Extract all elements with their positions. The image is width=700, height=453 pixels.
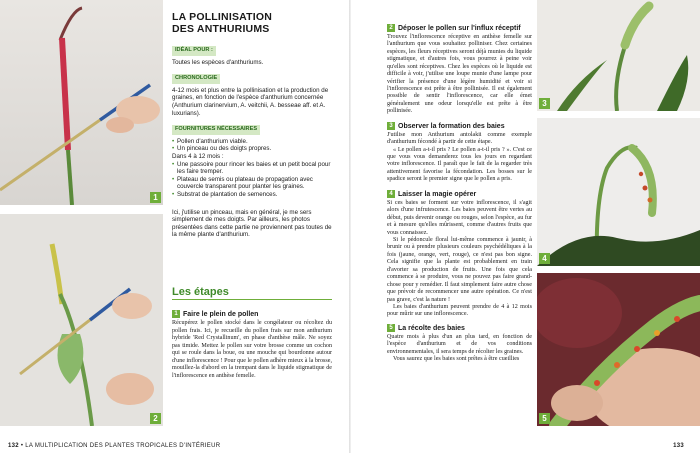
ideal-label: IDÉAL POUR : bbox=[172, 46, 216, 56]
supply-item: • Pollen d'anthurium viable. bbox=[172, 138, 332, 146]
step-4-heading bbox=[387, 190, 532, 199]
step-3-text-2: « Le pollen a-t-il pris ? Le pollen a-t-il pris ? ». C'est ce que vous vous demanderez tous les jours en regardant votre inflorescence. Il paraît que le fait de la regarder très attentivement favorise la fécondation. Les bosses sur le spadice seront le premier signe que le pollen a pris. bbox=[387, 146, 532, 183]
steps-column bbox=[387, 24, 532, 364]
steps-section bbox=[172, 286, 332, 380]
step-3-title: Observer la formation des baies bbox=[398, 122, 505, 130]
step-5-text-1: Quatre mois à plus d'un an plus tard, en fonction de l'espèce d'anthurium et de vos conditions environnementales, il sera temps de récolter les graines. bbox=[387, 333, 532, 355]
step-4-text-2: Si le pédoncule floral lui-même commence à jaunir, à brunir ou à prendre plusieurs couleurs psychédéliques à la fois (jaune, orange, vert, rouge), ce n'est pas bon signe. Cela signifie que la plante est probablement en train d'avorter sa production de fruits. Une fois que cela commence à se produire, vous ne pouvez pas faire grand-chose pour y remédier. Il faut simplement faire autre chose que prévoir de recommencer une autre opération. Ce n'est pas grave, c'est la nature ! bbox=[387, 236, 532, 303]
photo-4-infructescence bbox=[537, 118, 700, 266]
footer-right bbox=[673, 443, 684, 449]
photo-note: Ici, j'utilise un pinceau, mais en général, je me sers simplement de mes doigts. Par ailleurs, les photos présentées dans cette partie ne proviennent pas toutes de la même plante d'anthurium. bbox=[172, 208, 332, 239]
step-4-title: Laisser la magie opérer bbox=[398, 190, 477, 198]
step-2-badge: 2 bbox=[387, 24, 395, 32]
photo-1-number: 1 bbox=[150, 192, 161, 203]
ideal-text: Toutes les espèces d'anthuriums. bbox=[172, 58, 264, 66]
photo-3-berries-forming bbox=[537, 0, 700, 111]
running-footer: • LA MULTIPLICATION DES PLANTES TROPICALES D'INTÉRIEUR bbox=[20, 443, 221, 449]
step-3-heading bbox=[387, 122, 532, 131]
photo-5-berries-in-hand bbox=[537, 273, 700, 426]
step-4-text-1: Si ces baies se forment sur votre inflorescence, il s'agit alors d'une infrutescence. Les baies peuvent être vertes au début, puis devenir orange ou rouges, selon l'espèce, au fur et à mesure qu'elles mûrissent, comme d'autres fruits que vous connaissez. bbox=[387, 199, 532, 236]
supply-item: • Substrat de plantation de semences. bbox=[172, 191, 332, 199]
supply-item: • Plateau de semis ou plateau de propagation avec couvercle transparent pour planter les graines. bbox=[172, 176, 332, 191]
photo-2-number: 2 bbox=[150, 413, 161, 424]
page-number-right: 133 bbox=[673, 443, 684, 449]
step-1-badge: 1 bbox=[172, 310, 180, 318]
chronology-label: CHRONOLOGIE bbox=[172, 74, 220, 84]
step-2-heading bbox=[387, 24, 532, 33]
step-4-text-3: Les baies d'anthurium peuvent prendre de 4 à 12 mois pour mûrir sur une inflorescence. bbox=[387, 304, 532, 318]
photo-5-number: 5 bbox=[539, 413, 550, 424]
photo-3-number: 3 bbox=[539, 98, 550, 109]
step-5-heading bbox=[387, 324, 532, 333]
photo-4-number: 4 bbox=[539, 253, 550, 264]
step-1-text: Récupérez le pollen stocké dans le congélateur ou récoltez du pollen frais. Ici, je recueille du pollen frais sur mon anthurium hybride 'Red Crystallinum', en phase d'anthèse mâle. Ne soyez pas timide. Mettez le pollen sur votre brosse comme un cochon qui se roule dans la boue, ou une mouche qui bourdonne autour d'une inflorescence ! Pour que le pollen adhère mieux à la brosse, mouillez-la d'abord en la trempant dans le liquide stigmatique de l'inflorescence en anthèse femelle. bbox=[172, 320, 332, 379]
photo-2-pollen-on-brush bbox=[0, 214, 163, 426]
supplies-list bbox=[172, 138, 332, 153]
right-page bbox=[350, 0, 700, 453]
supplies-list-later bbox=[172, 161, 332, 199]
step-2-text: Trouvez l'inflorescence réceptive en anthèse femelle sur l'anthurium que vous souhaitez polliniser. Chez certaines espèces, les fleurs réceptives seront déjà munies du liquide stigmatique, et d'autres fois, vous pourrez à peine voir qu'elles sont réceptives. Chez les espèces où le liquide est difficile à voir, j'utilise une loupe munie d'une lampe pour vérifier la présence d'une légère humidité et voir si l'inflorescence est prête à être pollinisée. Il est également possible de sentir l'inflorescence, car elle émet généralement une odeur lorsqu'elle est prête à être pollinisée. bbox=[387, 33, 532, 115]
supply-item: • Un pinceau ou des doigts propres. bbox=[172, 145, 332, 153]
supplies-label: FOURNITURES NÉCESSAIRES bbox=[172, 125, 260, 135]
technique-box bbox=[172, 12, 332, 239]
steps-heading: Les étapes bbox=[172, 289, 332, 300]
footer-left bbox=[8, 443, 220, 449]
chronology-text: 4-12 mois et plus entre la pollinisation et la production de graines, en fonction de l'espèce d'anthurium concernée (Anthurium clarinervium, A. veitchii, A. besseae aff. et A. luxurians). bbox=[172, 86, 329, 117]
step-3-badge: 3 bbox=[387, 122, 395, 130]
step-1-heading bbox=[172, 310, 332, 319]
step-5-title: La récolte des baies bbox=[398, 324, 465, 332]
page-title: LA POLLINISATION DES ANTHURIUMS bbox=[172, 11, 273, 35]
step-5-badge: 5 bbox=[387, 324, 395, 332]
supply-item: • Une passoire pour rincer les baies et un petit bocal pour les faire tremper. bbox=[172, 161, 332, 176]
step-1-title: Faire le plein de pollen bbox=[183, 310, 259, 318]
page-number-left: 132 bbox=[8, 443, 19, 449]
step-3-text-1: J'utilise mon Anthurium antolakii comme exemple d'anthurium fécondé à partir de cette étape. bbox=[387, 131, 532, 146]
photo-1-brush-pollen bbox=[0, 0, 163, 205]
supply-subhead: Dans 4 à 12 mois : bbox=[172, 152, 224, 160]
step-2-title: Déposer le pollen sur l'influx réceptif bbox=[398, 24, 521, 32]
step-4-badge: 4 bbox=[387, 190, 395, 198]
step-5-text-2: Vous saurez que les baies sont prêtes à être cueillies bbox=[393, 356, 520, 363]
